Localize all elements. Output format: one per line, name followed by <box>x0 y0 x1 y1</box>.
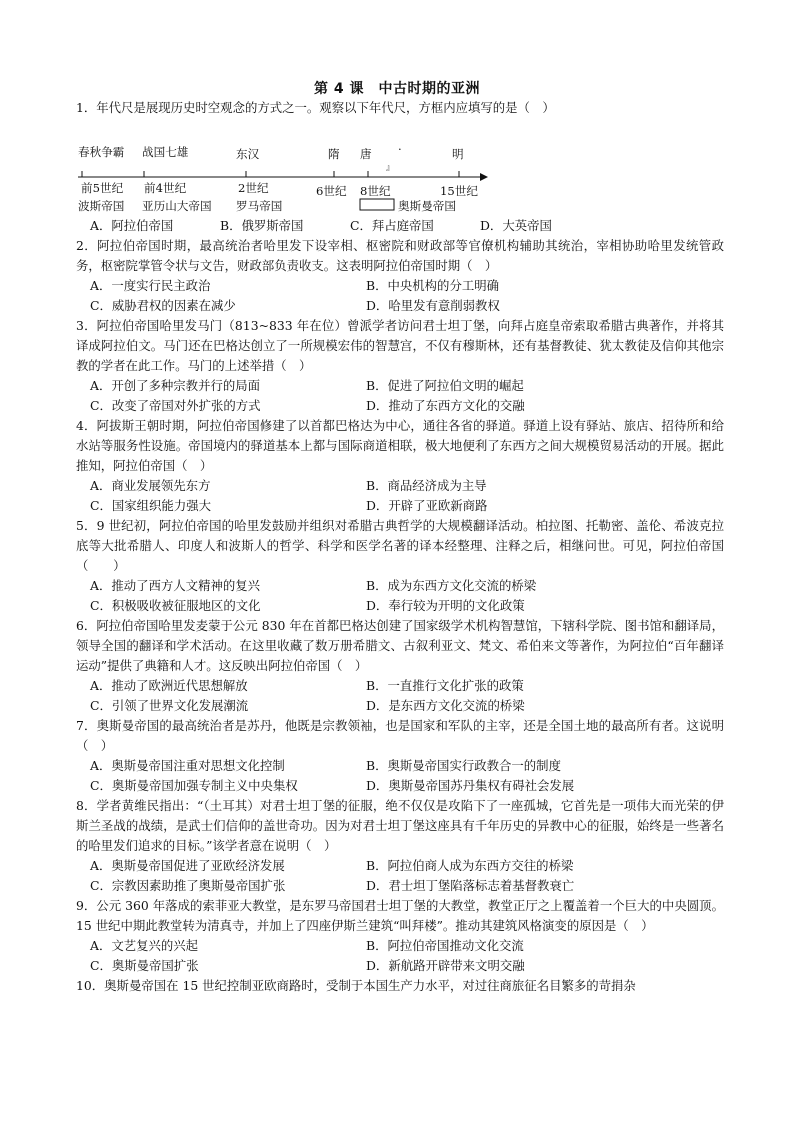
question-6-stem: 6．阿拉伯帝国哈里发麦蒙于公元 830 年在首都巴格达创建了国家级学术机构智慧馆，下辖科学院、图书馆和翻译局，领导全国的翻译和学术活动。在这里收藏了数万册希腊文、古叙利亚文、梵文、希伯来文等著作，为阿拉伯“百年翻译运动”提供了典籍和人才。这反映出阿拉伯帝国（ ） <box>76 618 724 673</box>
option-d[interactable]: D．新航路开辟带来文明交融 <box>366 958 525 973</box>
timeline-chart <box>76 118 724 216</box>
option-a[interactable]: A．开创了多种宗教并行的局面 <box>90 378 261 393</box>
timeline-label-donghan: 东汉 <box>236 147 260 161</box>
option-d[interactable]: D．哈里发有意削弱教权 <box>366 298 500 313</box>
option-c[interactable]: C．改变了帝国对外扩张的方式 <box>90 398 261 413</box>
question-9-stem: 9．公元 360 年落成的索菲亚大教堂，是东罗马帝国君士坦丁堡的大教堂，教堂正厅之上覆盖着一个巨大的中央圆顶。15 世纪中期此教堂转为清真寺，并加上了四座伊斯兰建筑“叫拜楼”。推动其建筑风格演变的原因是（ ） <box>76 898 724 933</box>
option-a[interactable]: A．奥斯曼帝国促进了亚欧经济发展 <box>90 858 285 873</box>
option-c[interactable]: C．奥斯曼帝国加强专制主义中央集权 <box>90 778 298 793</box>
question-7-stem: 7．奥斯曼帝国的最高统治者是苏丹，他既是宗教领袖，也是国家和军队的主宰，还是全国土地的最高所有者。这说明（ ） <box>76 718 724 753</box>
question-7-options <box>90 756 724 796</box>
option-a[interactable]: A．商业发展领先东方 <box>90 478 211 493</box>
tick-label: 前4世纪 <box>144 181 187 195</box>
option-b[interactable]: B．奥斯曼帝国实行政教合一的制度 <box>366 758 561 773</box>
option-b[interactable]: B．阿拉伯商人成为东西方交往的桥梁 <box>366 858 574 873</box>
option-b[interactable]: B．成为东西方文化交流的桥梁 <box>366 578 537 593</box>
option-b[interactable]: B．一直推行文化扩张的政策 <box>366 678 524 693</box>
option-d[interactable]: D．开辟了亚欧新商路 <box>366 498 488 513</box>
question-4-options <box>90 476 724 516</box>
option-a[interactable]: A．阿拉伯帝国 <box>90 218 174 233</box>
option-d[interactable]: D．是东西方文化交流的桥梁 <box>366 698 525 713</box>
tick-label: 6世纪 <box>316 184 347 198</box>
question-2-stem: 2．阿拉伯帝国时期，最高统治者哈里发下设宰相、枢密院和财政部等官僚机构辅助其统治，宰相协助哈里发统管政务，枢密院掌管令状与文告，财政部负责收支。这表明阿拉伯帝国时期（ ） <box>76 238 724 273</box>
timeline-label-tang: 唐 <box>360 147 372 161</box>
empire-label-ottoman: 奥斯曼帝国 <box>398 199 456 213</box>
option-c[interactable]: C．宗教因素助推了奥斯曼帝国扩张 <box>90 878 286 893</box>
option-b[interactable]: B．中央机构的分工明确 <box>366 278 500 293</box>
option-a[interactable]: A．一度实行民主政治 <box>90 278 211 293</box>
question-5-stem: 5．9 世纪初，阿拉伯帝国的哈里发鼓励并组织对希腊古典哲学的大规模翻译活动。柏拉图、托勒密、盖伦、希波克拉底等大批希腊人、印度人和波斯人的哲学、科学和医学名著的译本经整理、注释之后，相继问世。可见，阿拉伯帝国（ ） <box>76 518 724 573</box>
option-b[interactable]: B．俄罗斯帝国 <box>220 218 304 233</box>
option-c[interactable]: C．积极吸收被征服地区的文化 <box>90 598 261 613</box>
option-a[interactable]: A．奥斯曼帝国注重对思想文化控制 <box>90 758 285 773</box>
timeline-label-sui: 隋 <box>328 147 340 161</box>
option-c[interactable]: C．拜占庭帝国 <box>350 218 434 233</box>
timeline-label-zhanguo: 战国七雄 <box>142 145 189 159</box>
question-6-options <box>90 676 724 716</box>
answer-blank-box <box>360 199 394 210</box>
empire-label-persia: 波斯帝国 <box>78 199 125 213</box>
tick-label: 2世纪 <box>238 181 269 195</box>
question-4-stem: 4．阿拔斯王朝时期，阿拉伯帝国修建了以首都巴格达为中心，通往各省的驿道。驿道上设有驿站、旅店、招待所和给水站等服务性设施。帝国境内的驿道基本上都与国际商道相联，极大地便利了东西方之间大规模贸易活动的开展。据此推知，阿拉伯帝国（ ） <box>76 418 724 473</box>
option-a[interactable]: A．推动了欧洲近代思想解放 <box>90 678 248 693</box>
option-d[interactable]: D．君士坦丁堡陷落标志着基督教衰亡 <box>366 878 575 893</box>
option-c[interactable]: C．奥斯曼帝国扩张 <box>90 958 199 973</box>
timeline-label-ming: 明 <box>452 147 464 161</box>
option-b[interactable]: B．商品经济成为主导 <box>366 478 487 493</box>
question-3-stem: 3．阿拉伯帝国哈里发马门（813~833 年在位）曾派学者访问君士坦丁堡，向拜占庭皇帝索取希腊古典著作，并将其译成阿拉伯文。马门还在巴格达创立了一所规模宏伟的智慧宫，不仅有穆斯林，还有基督教徒、犹太教徒及信仰其他宗教的学者在此工作。马门的上述举措（ ） <box>76 318 724 373</box>
page-title: 第 4 课 中古时期的亚洲 <box>314 81 480 97</box>
question-10-stem: 10．奥斯曼帝国在 15 世纪控制亚欧商路时，受制于本国生产力水平，对过往商旅征名目繁多的苛捐杂 <box>76 978 636 993</box>
option-d[interactable]: D．奥斯曼帝国苏丹集权有碍社会发展 <box>366 778 575 793</box>
question-5-options <box>90 576 724 616</box>
question-1-options <box>90 216 724 236</box>
option-a[interactable]: A．文艺复兴的兴起 <box>90 938 199 953</box>
option-d[interactable]: D．奉行较为开明的文化政策 <box>366 598 525 613</box>
option-b[interactable]: B．阿拉伯帝国推动文化交流 <box>366 938 524 953</box>
timeline-dot-mark: · <box>398 142 402 156</box>
option-d[interactable]: D．大英帝国 <box>480 218 552 233</box>
question-8-options <box>90 856 724 896</box>
option-c[interactable]: C．引领了世界文化发展潮流 <box>90 698 249 713</box>
option-b[interactable]: B．促进了阿拉伯文明的崛起 <box>366 378 524 393</box>
question-9-options <box>90 936 724 976</box>
question-8-stem: 8．学者黄维民指出：“（土耳其）对君士坦丁堡的征服，绝不仅仅是攻陷下了一座孤城，它首先是一项伟大而光荣的伊斯兰圣战的战绩，是武士们信仰的盖世奇功。因为对君士坦丁堡这座具有千年历史的异教中心的征服，始终是一些著名的哈里发们追求的目标。”该学者意在说明（ ） <box>76 798 724 853</box>
option-c[interactable]: C．国家组织能力强大 <box>90 498 211 513</box>
timeline-dot-mark: 』 <box>386 163 394 172</box>
question-1-stem: 1．年代尺是展现历史时空观念的方式之一。观察以下年代尺，方框内应填写的是（ ） <box>76 100 555 115</box>
tick-label: 15世纪 <box>440 184 478 198</box>
option-d[interactable]: D．推动了东西方文化的交融 <box>366 398 525 413</box>
tick-label: 8世纪 <box>360 184 391 198</box>
empire-label-alexander: 亚历山大帝国 <box>142 199 212 213</box>
question-list <box>76 98 724 996</box>
question-2-options <box>90 276 724 316</box>
option-a[interactable]: A．推动了西方人文精神的复兴 <box>90 578 261 593</box>
timeline-arrow <box>480 173 488 181</box>
tick-label: 前5世纪 <box>81 181 124 195</box>
question-3-options <box>90 376 724 416</box>
timeline-label-chunqiu: 春秋争霸 <box>78 145 125 159</box>
option-c[interactable]: C．威胁君权的因素在减少 <box>90 298 236 313</box>
empire-label-rome: 罗马帝国 <box>236 199 283 213</box>
